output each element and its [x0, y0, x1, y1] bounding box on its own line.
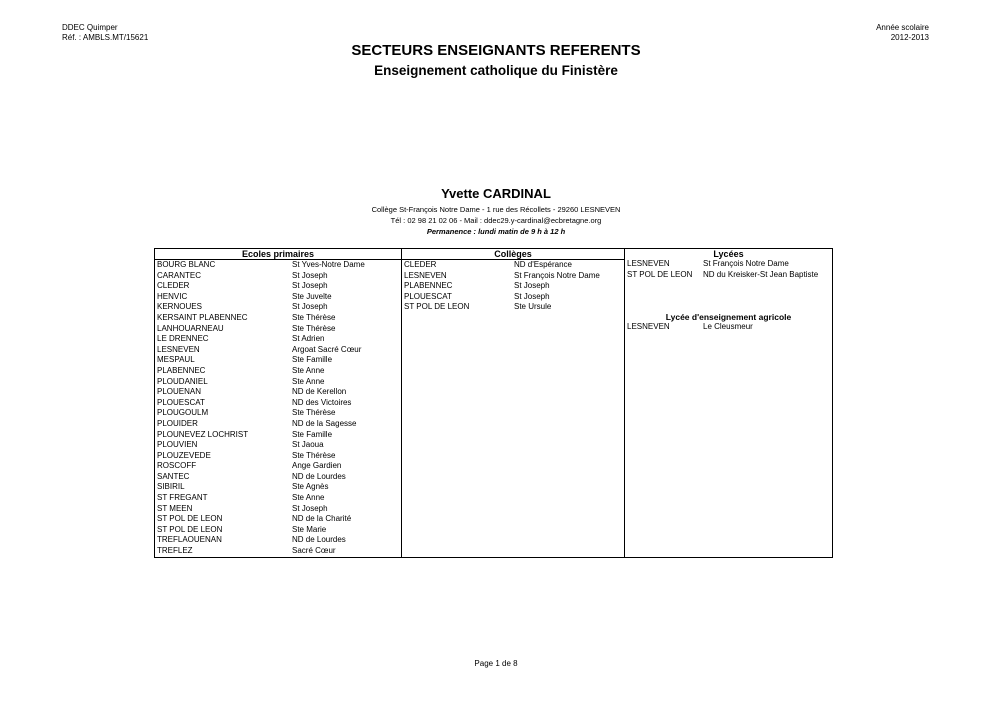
school-cell: Ste Famille: [292, 429, 333, 439]
school-cell: ND de Kerellon: [292, 387, 347, 397]
table-row: [155, 546, 401, 557]
colleges-column: [402, 249, 625, 557]
table-row: [155, 366, 401, 377]
table-row: [402, 271, 624, 282]
table-row: [155, 430, 401, 441]
school-cell: ND du Kreisker-St Jean Baptiste: [703, 269, 819, 279]
table-row: [155, 398, 401, 409]
table-row: [402, 292, 624, 303]
town-cell: CLEDER: [157, 281, 190, 291]
town-cell: PLOUDANIEL: [157, 376, 208, 386]
school-cell: Ste Thérèse: [292, 450, 336, 460]
teacher-contact: Tél : 02 98 21 02 06 - Mail : ddec29.y-cardinal@ecbretagne.org: [390, 216, 602, 225]
town-cell: TREFLEZ: [157, 546, 193, 556]
colleges-list: [402, 260, 624, 313]
table-row: [402, 260, 624, 271]
town-cell: CARANTEC: [157, 270, 202, 280]
town-cell: LESNEVEN: [404, 270, 447, 280]
table-row: [625, 259, 832, 270]
town-cell: LESNEVEN: [157, 344, 200, 354]
school-cell: Ste Thérèse: [292, 312, 336, 322]
school-cell: ND de Lourdes: [292, 535, 346, 545]
page-subtitle: Enseignement catholique du Finistère: [374, 63, 618, 78]
town-cell: PLOUESCAT: [157, 397, 205, 407]
table-row: [155, 440, 401, 451]
header-left: [62, 23, 148, 43]
table-row: [155, 472, 401, 483]
school-cell: Sacré Cœur: [292, 546, 336, 556]
town-cell: MESPAUL: [157, 355, 195, 365]
school-cell: Ste Juvelte: [292, 291, 332, 301]
lycees-column: [625, 249, 832, 557]
table-row: [155, 260, 401, 271]
school-year: 2012-2013: [890, 33, 929, 42]
town-cell: ST POL DE LEON: [404, 302, 470, 312]
town-cell: PLOUGOULM: [157, 408, 209, 418]
school-cell: St Yves-Notre Dame: [292, 260, 365, 269]
lycees-heading: Lycées: [713, 249, 744, 259]
table-row: [155, 313, 401, 324]
school-cell: Ste Anne: [292, 365, 325, 375]
sectors-table: [154, 248, 833, 558]
school-cell: St Jaoua: [292, 440, 324, 450]
school-cell: St François Notre Dame: [703, 259, 789, 268]
town-cell: LANHOUARNEAU: [157, 323, 224, 333]
school-cell: Ange Gardien: [292, 461, 342, 471]
school-cell: ND de la Sagesse: [292, 418, 357, 428]
table-row: [155, 514, 401, 525]
town-cell: ROSCOFF: [157, 461, 197, 471]
school-cell: Argoat Sacré Cœur: [292, 344, 362, 354]
table-row: [155, 482, 401, 493]
table-row: [155, 334, 401, 345]
lycee-agricole-heading: Lycée d'enseignement agricole: [665, 312, 792, 323]
town-cell: KERSAINT PLABENNEC: [157, 312, 248, 322]
school-cell: Ste Agnès: [292, 482, 329, 492]
school-cell: St Adrien: [292, 334, 325, 344]
page-number: Page 1 de 8: [474, 659, 518, 668]
town-cell: SIBIRIL: [157, 482, 185, 492]
school-year-label: Année scolaire: [876, 23, 929, 32]
table-row: [155, 525, 401, 536]
school-cell: Ste Marie: [292, 524, 327, 534]
school-cell: ND des Victoires: [292, 397, 352, 407]
header-right: [876, 23, 929, 43]
primaires-heading: Ecoles primaires: [155, 249, 401, 260]
school-cell: ND de la Charité: [292, 514, 352, 524]
table-row: [402, 281, 624, 292]
town-cell: PLOUENAN: [157, 387, 202, 397]
town-cell: PLOUZEVEDE: [157, 450, 211, 460]
school-cell: St Joseph: [292, 270, 328, 280]
town-cell: SANTEC: [157, 471, 190, 481]
teacher-name: Yvette CARDINAL: [441, 186, 551, 201]
town-cell: PLOUIDER: [157, 418, 198, 428]
table-row: [155, 271, 401, 282]
town-cell: HENVIC: [157, 291, 188, 301]
table-row: [155, 377, 401, 388]
colleges-heading: Collèges: [402, 249, 624, 260]
school-cell: Ste Thérèse: [292, 408, 336, 418]
table-row: [625, 270, 832, 281]
table-row: [155, 419, 401, 430]
town-cell: KERNOUES: [157, 302, 202, 312]
town-cell: PLABENNEC: [404, 281, 453, 291]
town-cell: PLOUNEVEZ LOCHRIST: [157, 429, 249, 439]
organization-name: DDEC Quimper: [62, 23, 118, 32]
reference-number: Réf. : AMBLS.MT/15621: [62, 33, 149, 42]
teacher-hours: Permanence : lundi matin de 9 h à 12 h: [426, 227, 566, 236]
school-cell: Ste Anne: [292, 493, 325, 503]
table-row: [155, 281, 401, 292]
table-row: [155, 324, 401, 335]
page-title: SECTEURS ENSEIGNANTS REFERENTS: [351, 42, 641, 59]
town-cell: PLABENNEC: [157, 365, 206, 375]
town-cell: TREFLAOUENAN: [157, 535, 222, 545]
table-row: [155, 345, 401, 356]
school-cell: St Joseph: [514, 291, 550, 301]
town-cell: ST FREGANT: [157, 493, 208, 503]
town-cell: ST MEEN: [157, 503, 193, 513]
town-cell: LESNEVEN: [627, 322, 670, 332]
school-cell: St François Notre Dame: [514, 270, 600, 280]
town-cell: ST POL DE LEON: [157, 514, 223, 524]
table-row: [402, 302, 624, 313]
primaires-list: [155, 260, 401, 557]
table-row: [155, 493, 401, 504]
town-cell: ST POL DE LEON: [157, 524, 223, 534]
table-row: [155, 302, 401, 313]
town-cell: ST POL DE LEON: [627, 269, 693, 279]
school-cell: Ste Ursule: [514, 302, 552, 312]
table-row: [155, 504, 401, 515]
school-cell: Ste Famille: [292, 355, 333, 365]
school-cell: St Joseph: [292, 503, 328, 513]
lycee-agricole-list: [625, 322, 832, 333]
town-cell: CLEDER: [404, 260, 437, 269]
school-cell: ND d'Espérance: [514, 260, 572, 269]
table-row: [155, 408, 401, 419]
table-row: [155, 355, 401, 366]
school-cell: St Joseph: [292, 281, 328, 291]
town-cell: LE DRENNEC: [157, 334, 209, 344]
town-cell: PLOUVIEN: [157, 440, 198, 450]
teacher-address: Collège St-François Notre Dame - 1 rue des Récollets - 29260 LESNEVEN: [371, 205, 621, 214]
school-cell: Le Cleusmeur: [703, 322, 753, 332]
table-row: [155, 535, 401, 546]
table-row: [625, 322, 832, 333]
school-cell: St Joseph: [292, 302, 328, 312]
table-row: [155, 387, 401, 398]
table-row: [155, 461, 401, 472]
table-row: [155, 292, 401, 303]
primaires-column: [155, 249, 402, 557]
lycees-list: [625, 259, 832, 280]
town-cell: PLOUESCAT: [404, 291, 452, 301]
table-row: [155, 451, 401, 462]
school-cell: St Joseph: [514, 281, 550, 291]
town-cell: BOURG BLANC: [157, 260, 216, 269]
school-cell: Ste Anne: [292, 376, 325, 386]
school-cell: ND de Lourdes: [292, 471, 346, 481]
town-cell: LESNEVEN: [627, 259, 670, 268]
school-cell: Ste Thérèse: [292, 323, 336, 333]
